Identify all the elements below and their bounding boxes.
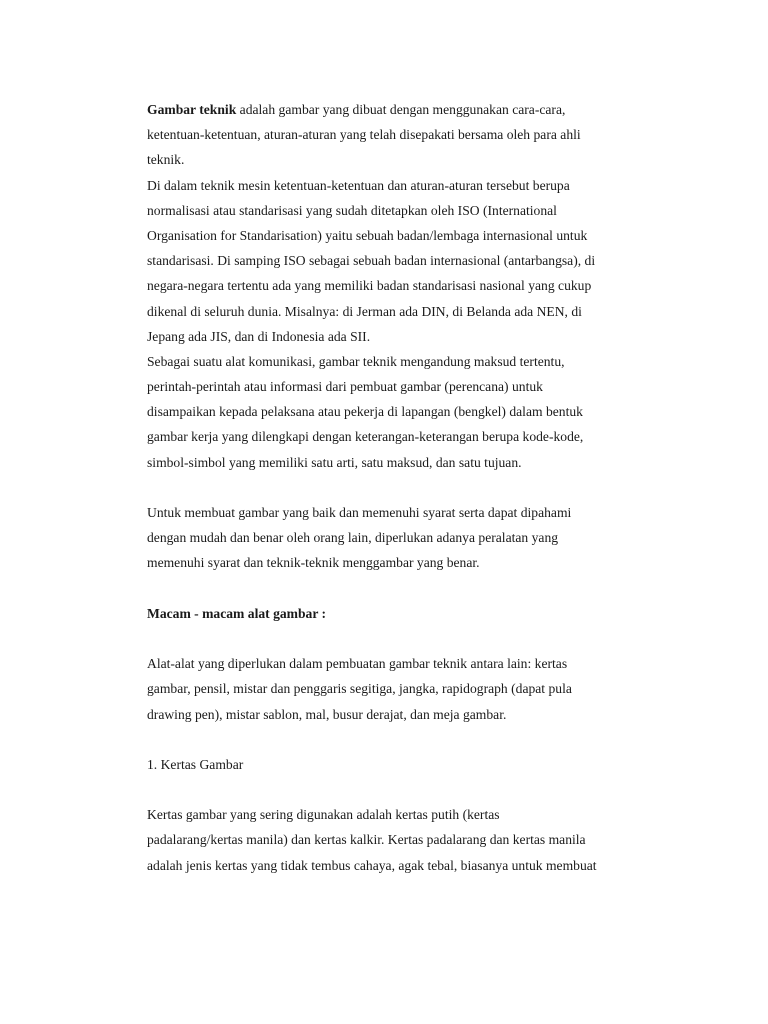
paragraph-spacer	[147, 576, 667, 601]
intro-line-4: normalisasi atau standarisasi yang sudah ditetapkan oleh ISO (International	[147, 202, 557, 218]
paragraph2-line-2: memenuhi syarat dan teknik-teknik menggambar yang benar.	[147, 555, 480, 571]
intro-first-line	[147, 97, 667, 122]
paragraph2-line-1: dengan mudah dan benar oleh orang lain, diperlukan adanya peralatan yang	[147, 530, 559, 546]
paragraph3-line-1: gambar, pensil, mistar dan penggaris segitiga, jangka, rapidograph (dapat pula	[147, 681, 572, 697]
paragraph-spacer	[147, 777, 667, 802]
paragraph-spacer	[147, 727, 667, 752]
intro-line-6: standarisasi. Di samping ISO sebagai sebuah badan internasional (antarbangsa), di	[147, 253, 596, 269]
paragraph4-line-1: padalarang/kertas manila) dan kertas kalkir. Kertas padalarang dan kertas manila	[147, 832, 586, 848]
intro-line-14: simbol-simbol yang memiliki satu arti, satu maksud, dan satu tujuan.	[147, 454, 522, 470]
document-body	[147, 97, 667, 878]
intro-line-12: disampaikan kepada pelaksana atau pekerja di lapangan (bengkel) dalam bentuk	[147, 404, 583, 420]
paragraph3-line-2: drawing pen), mistar sablon, mal, busur derajat, dan meja gambar.	[147, 706, 507, 722]
intro-line-3: Di dalam teknik mesin ketentuan-ketentuan dan aturan-aturan tersebut berupa	[147, 177, 570, 193]
paragraph4-line-2: adalah jenis kertas yang tidak tembus cahaya, agak tebal, biasanya untuk membuat	[147, 857, 597, 873]
intro-line-8: dikenal di seluruh dunia. Misalnya: di Jerman ada DIN, di Belanda ada NEN, di	[147, 303, 582, 319]
section-heading: Macam - macam alat gambar :	[147, 605, 327, 621]
paragraph2-line-0: Untuk membuat gambar yang baik dan memenuhi syarat serta dapat dipahami	[147, 505, 572, 520]
intro-line-7: negara-negara tertentu ada yang memiliki badan standarisasi nasional yang cukup	[147, 278, 592, 294]
intro-line-5: Organisation for Standarisation) yaitu sebuah badan/lembaga internasional untuk	[147, 227, 588, 243]
intro-line-11: perintah-perintah atau informasi dari pembuat gambar (perencana) untuk	[147, 379, 543, 395]
term-gambar-teknik: Gambar teknik	[147, 102, 237, 117]
intro-line-9: Jepang ada JIS, dan di Indonesia ada SII.	[147, 328, 371, 344]
paragraph-spacer	[147, 475, 667, 500]
section1-title: 1. Kertas Gambar	[147, 756, 244, 772]
intro-line-2: teknik.	[147, 152, 185, 168]
intro-line-0: adalah gambar yang dibuat dengan menggunakan cara-cara,	[236, 102, 566, 117]
intro-line-10: Sebagai suatu alat komunikasi, gambar teknik mengandung maksud tertentu,	[147, 353, 565, 369]
paragraph3-line-0: Alat-alat yang diperlukan dalam pembuatan gambar teknik antara lain: kertas	[147, 656, 568, 672]
paragraph-spacer	[147, 626, 667, 651]
paragraph4-line-0: Kertas gambar yang sering digunakan adalah kertas putih (kertas	[147, 807, 500, 823]
intro-line-1: ketentuan-ketentuan, aturan-aturan yang telah disepakati bersama oleh para ahli	[147, 127, 581, 143]
intro-line-13: gambar kerja yang dilengkapi dengan keterangan-keterangan berupa kode-kode,	[147, 429, 584, 445]
